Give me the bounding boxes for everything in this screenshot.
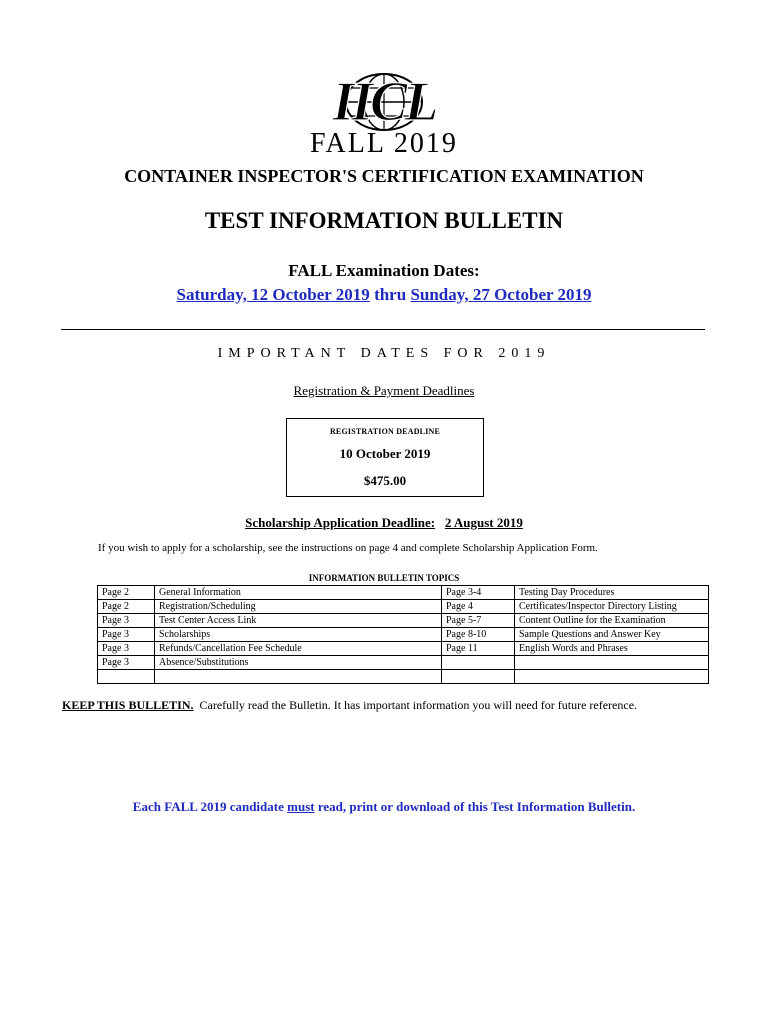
registration-fee: $475.00 bbox=[363, 473, 407, 488]
topic-name: Test Center Access Link bbox=[155, 614, 442, 628]
registration-deadline-label: REGISTRATION DEADLINE bbox=[329, 427, 441, 436]
divider bbox=[61, 329, 705, 330]
topics-table bbox=[97, 585, 709, 684]
important-dates-heading: IMPORTANT DATES FOR 2019 bbox=[217, 346, 551, 361]
topic-page: Page 3 bbox=[98, 642, 155, 656]
candidate-notice-emphasis: must bbox=[287, 799, 315, 814]
topic-name: Registration/Scheduling bbox=[155, 600, 442, 614]
topic-row bbox=[98, 614, 709, 628]
topic-page bbox=[442, 670, 515, 684]
topic-name: Certificates/Inspector Directory Listing bbox=[515, 600, 709, 614]
iicl-logo bbox=[318, 68, 450, 132]
keep-bulletin-text: Carefully read the Bulletin. It has important information you will need for future reference. bbox=[199, 698, 638, 712]
scholarship-note: If you wish to apply for a scholarship, see the instructions on page 4 and complete Scholarship Application Form. bbox=[98, 542, 598, 554]
topics-title: INFORMATION BULLETIN TOPICS bbox=[308, 573, 460, 583]
topic-page: Page 3 bbox=[98, 656, 155, 670]
exam-dates-line bbox=[0, 285, 768, 305]
topic-page bbox=[98, 670, 155, 684]
topics-table-body bbox=[98, 586, 709, 684]
topic-name: Absence/Substitutions bbox=[155, 656, 442, 670]
keep-bulletin-note bbox=[62, 698, 637, 713]
topic-name: Testing Day Procedures bbox=[515, 586, 709, 600]
topic-page bbox=[442, 656, 515, 670]
topic-name: Scholarships bbox=[155, 628, 442, 642]
page-title: FALL 2019 bbox=[310, 128, 458, 159]
topic-row bbox=[98, 586, 709, 600]
scholarship-deadline-label: Scholarship Application Deadline: bbox=[245, 515, 436, 530]
topic-name bbox=[515, 656, 709, 670]
topic-name: Sample Questions and Answer Key bbox=[515, 628, 709, 642]
exam-dates-heading: FALL Examination Dates: bbox=[288, 261, 480, 280]
candidate-notice-after: read, print or download of this Test Information Bulletin. bbox=[314, 799, 636, 814]
exam-start-date: Saturday, 12 October 2019 bbox=[176, 285, 370, 304]
candidate-notice-before: Each FALL 2019 candidate bbox=[132, 799, 288, 814]
topic-page: Page 3 bbox=[98, 628, 155, 642]
candidate-notice bbox=[0, 799, 768, 815]
topic-page: Page 3 bbox=[98, 614, 155, 628]
topic-row bbox=[98, 600, 709, 614]
scholarship-deadline-date: 2 August 2019 bbox=[444, 515, 523, 530]
svg-text:IICL: IICL bbox=[332, 71, 436, 132]
exam-dates-connector: thru bbox=[374, 285, 407, 304]
bulletin-title: TEST INFORMATION BULLETIN bbox=[204, 208, 564, 233]
topic-page: Page 4 bbox=[442, 600, 515, 614]
topic-row bbox=[98, 642, 709, 656]
topic-name: English Words and Phrases bbox=[515, 642, 709, 656]
topic-name: General Information bbox=[155, 586, 442, 600]
registration-deadline-date: 10 October 2019 bbox=[339, 446, 431, 461]
topic-page: Page 8-10 bbox=[442, 628, 515, 642]
topic-page: Page 11 bbox=[442, 642, 515, 656]
topic-name: Content Outline for the Examination bbox=[515, 614, 709, 628]
registration-payment-heading: Registration & Payment Deadlines bbox=[293, 383, 475, 398]
topic-name: Refunds/Cancellation Fee Schedule bbox=[155, 642, 442, 656]
topic-row bbox=[98, 656, 709, 670]
keep-bulletin-label: KEEP THIS BULLETIN. bbox=[62, 698, 194, 712]
exam-end-date: Sunday, 27 October 2019 bbox=[410, 285, 592, 304]
topic-name bbox=[155, 670, 442, 684]
topic-page: Page 2 bbox=[98, 600, 155, 614]
exam-subtitle: CONTAINER INSPECTOR'S CERTIFICATION EXAMINATION bbox=[124, 166, 644, 186]
topic-page: Page 2 bbox=[98, 586, 155, 600]
topic-row bbox=[98, 628, 709, 642]
scholarship-deadline bbox=[0, 515, 768, 531]
topic-row bbox=[98, 670, 709, 684]
registration-deadline-box bbox=[286, 418, 484, 497]
topic-page: Page 3-4 bbox=[442, 586, 515, 600]
topic-page: Page 5-7 bbox=[442, 614, 515, 628]
topic-name bbox=[515, 670, 709, 684]
